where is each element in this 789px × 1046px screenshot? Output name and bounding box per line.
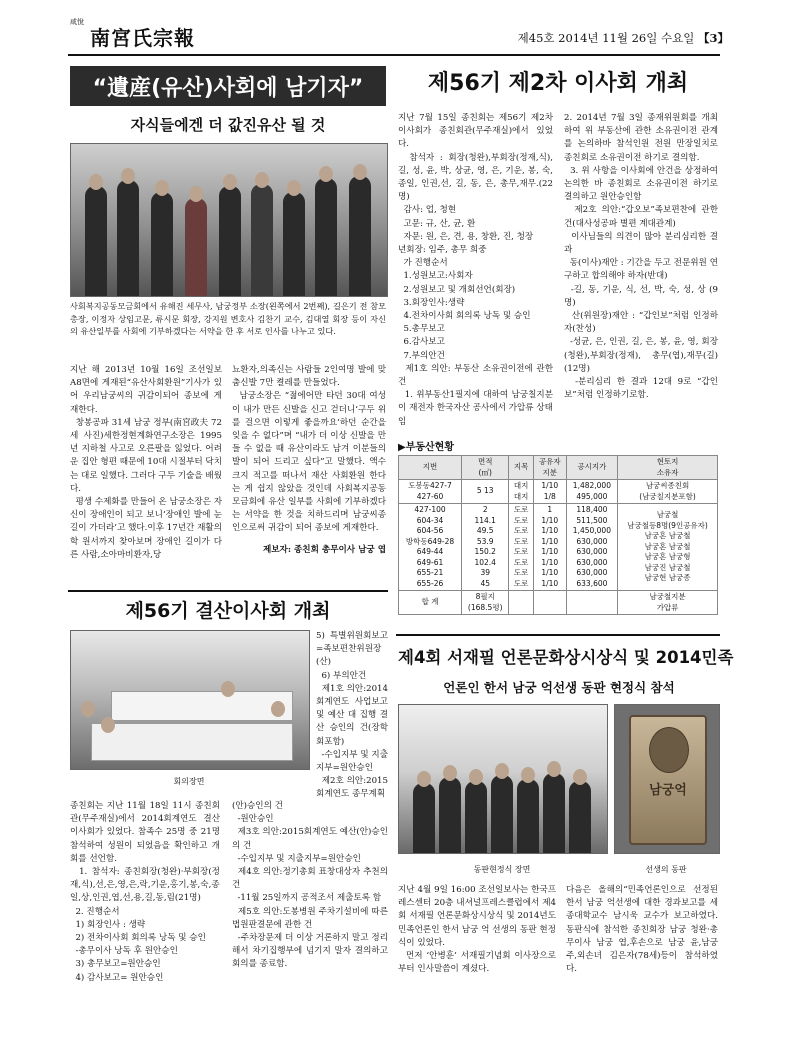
article1-photo-caption: 사회복지공동모금회에서 유해진 세무사, 남궁정부 소장(왼쪽에서 2번째), 길은기 전 참모총장, 이정자 상임고문, 류시문 회장, 강지원 변호사 김찬기 교수, 김대열 회장 등이 자신의 유산일부를 사회에 기부하겠다는 서약을 한 후 서로 인사를 나누고 있다. (70, 301, 386, 336)
issue-date: 제45호 2014년 11월 26일 수요일 (517, 31, 695, 45)
table-cell: 남궁철 남궁철등8명(9인공유자) 남궁혼 남궁철 남궁혼 남궁철 남궁혼 남궁형 남궁진 남궁철 남궁현 남궁종 (618, 504, 718, 591)
table-row (399, 480, 718, 504)
table-cell (566, 591, 617, 615)
table-cell: 5 13 (462, 480, 509, 504)
article3-side: 5) 특별위원회보고=족보편찬위원장(산) 6) 부의안건 제1호 의안:2014회계연도 사업보고 및 예산 대 집행 결산 승인의 건(장학회포함) -수입지부 및 지출지부=원안승인 제2호 의안:2015회계연도 종무계획 (316, 631, 389, 800)
table-cell: 남궁철지분 가압류 (618, 591, 718, 615)
article3-title: 제56기 결산이사회 개최 (125, 600, 331, 622)
article3-col1: 종친회는 지난 11월 18일 11시 종친회관(무주재실)에서 2014회계연도 결산이사회가 있었다. 참족수 25명 중 21명 참석하여 성원이 되었음을 확인하고 개회를 선언함. 1. 참석자: 종친회장(청완)·부회장(정재,식),선,은,영,은,락,기운,홍기,봉,숙,종일,상,인권,엽,선,용,길,동,림(21명) 2. 진행순서 1) 회장인사 : 생략 2) 전차이사회 회의록 낭독 및 승인 -총무이사 낭독 후 원안승인 3) 총무보고=원안승인 4) 감사보고= 원안승인 (70, 801, 220, 983)
masthead-logo: 南宮氏宗報 (90, 26, 195, 50)
col-header: 공유자 지분 (533, 456, 566, 480)
masthead-sub: 咸悅 (70, 18, 84, 26)
col-header: 현토지 소유자 (618, 456, 718, 480)
table-cell (533, 591, 566, 615)
masthead-rule (68, 54, 720, 56)
article1-banner: “遺産(유산)사회에 남기자” (70, 66, 386, 106)
table-cell: 도봉동427-7 427-60 (399, 480, 462, 504)
article3-photo (70, 630, 310, 770)
article2-col1: 지난 7월 15일 종친회는 제56기 제2차 이사회가 종친회관(무주재실)에서 있었다. 참석자 : 회장(청완),부회장(정재,식), 길, 성, 윤, 박, 상균, 영, 은, 기운, 봉, 숙, 종일, 인권,선, 길, 동, 은, 총무,재무.(22명) 감사: 업, 청현 고문: 규, 산, 균, 환 자문: 원, 은, 견, 용, 창환, 진, 청장 년회장: 임주, 총무 희중 가 진행순서 1.성원보고:사회자 2.성원보고 및 개회선언(회장) 3.회장인사:생략 4.전차이사회 회의록 낭독 및 승인 5.총무보고 6.감사보고 7.부의안건 제1호 의안: 부동산 소유권이전에 관한 건 1. 위부동산1필지에 대하여 남궁칠지분이 재전자 한국자산 공사에서 가압류 상태임 (398, 113, 554, 427)
article2-title: 제56기 제2차 이사회 개최 (427, 71, 689, 96)
land-table (398, 455, 718, 615)
table-total-row (399, 591, 718, 615)
table-cell (509, 591, 534, 615)
article1-photo (70, 143, 388, 297)
article2-col2: 2. 2014년 7월 3일 종재위원회를 개최하여 위 부동산에 관한 소유권이전 관계를 논의하바 참석인원 전원 만장일치로 종친회로 소유권이전 하기로 결의함. 3. 위 사항을 이사회에 안건을 상정하여 논의한 바 종친회로 소유권이전 하기로 결의하고 원안승인함 제2호 의안:“갑오보”족보편찬에 관한 건(대사성공파 별편 계대관계) 이사님들의 의견이 많아 분리심리한 결과 동(이사)재안 : 기간을 두고 전문위원 연구하고 합의해야 하자(반대) -길, 동, 기운, 식, 선, 박, 숙, 성, 상 (9명) 산(위원장)재안 : “갑인보”처럼 인정하자(찬성) -성균, 은, 인권, 길, 은, 봉, 윤, 영, 회장(청완),부회장(정재), 총무(엽),재무(길) (12명) -분리심리 한 결과 12대 9로 “갑인보”처럼 인정하기로함. (564, 113, 719, 401)
article4-photo-ceremony (398, 704, 608, 854)
plaque-portrait (649, 727, 689, 773)
table-cell: 1 1/10 1/10 1/10 1/10 1/10 1/10 1/10 (533, 504, 566, 591)
section-divider (68, 590, 388, 592)
table-header-row (399, 456, 718, 480)
article4-photo-plaque (614, 704, 720, 854)
issue-info (518, 30, 729, 46)
article3-col2: (안)승인의 건 -원안승인 제3호 의안:2015회계연도 예산(안)승인의 건 -수입지부 및 지출지부=원안승인 제4호 의안:정기총회 표창대상자 추천의 건 -11월 25일까지 공적조서 제출토록 함 제5호 의안:도봉병원 주차기설비에 따른 법원판결문에 관한 건 -주차장문제 더 이상 거론하지 말고 정리해서 차기집행부에 넘기지 말자 결의하고 회의를 종료함. (232, 801, 389, 970)
table-cell: 남궁씨종친회 (남궁칠지분포함) (618, 480, 718, 504)
table-cell: 합 계 (399, 591, 462, 615)
article3-photo-caption: 회의장면 (173, 777, 205, 786)
col-header: 공시지가 (566, 456, 617, 480)
table-cell: 1,482,000 495,000 (566, 480, 617, 504)
col-header: 지번 (399, 456, 462, 480)
table-cell: 도로 도로 도로 도로 도로 도로 도로 도로 (509, 504, 534, 591)
article1-subtitle: 자식들에겐 더 값진유산 될 것 (130, 116, 326, 134)
table-cell: 1/10 1/8 (533, 480, 566, 504)
col-header: 지목 (509, 456, 534, 480)
land-table-title: ▶부동산현황 (398, 442, 454, 453)
table-cell: 118,400 511,500 1,450,000 630,000 630,000 630,000 630,000 633,600 (566, 504, 617, 591)
section-divider (396, 634, 720, 636)
article4-photo1-caption: 동판현정식 장면 (473, 865, 531, 874)
col-header: 면적 (㎡) (462, 456, 509, 480)
article4-photo2-caption: 선생의 동판 (645, 865, 687, 874)
page-number: 【3】 (697, 31, 729, 45)
plaque (629, 715, 707, 845)
article1-col2: 뇨환자,의족신는 사람들 2인여명 발에 맞춤신발 7만 켤레를 만들었다. 남궁소장은 “젊에어만 타던 30대 여성이 내가 만든 신발을 신고 걷더니‘구두 위를 걸으면 이렇게 좋을까요’하던 순간을 잊을 수 없다”며 “내가 더 이상 신발을 만들 수 없을 때 유산이라도 남겨 이분들의 발이 되어 드리고 싶다”고 말했다. 액수 크지 적고를 떠나서 재산 사회환원 한다는 게 쉽지 않았을 것인데 사회복지공동모금회에 유산 일부를 사회에 기부하겠다는 서약을 한 것을 치하드리며 남궁씨종인으로써 귀감이 되어 종보에 게재한다. (232, 365, 386, 534)
table-cell: 대지 대지 (509, 480, 534, 504)
plaque-text: 남궁억 (649, 783, 687, 798)
table-cell: 427-100 604-34 604-56 방학동649-28 649-44 649-61 655-21 655-26 (399, 504, 462, 591)
article4-subtitle: 언론인 한서 남궁 억선생 동판 현정식 참석 (443, 680, 675, 695)
table-row (399, 504, 718, 591)
article4-col1: 지난 4월 9일 16:00 조선일보사는 한국프레스센터 20층 내셔널프레스클럽에서 제4회 서재필 언론문화상시상식 및 2014년도 민족언론인 한서 남궁 억 선생의 동판 현정식이 있었다. 먼저 ‘안병훈’ 서재필기념회 이사장으로부터 인사말씀이 계셨다. (398, 885, 557, 975)
article1-col1: 지난 해 2013년 10월 16일 조선일보 A8면에 게재된“유산사회환원”기사가 있어 우리남궁씨의 귀감이되어 종보에 게재한다. 창봉공파 31세 남궁 정부(南宮政夫 72세 사진)세한정현계화연구소장은 1995년 지하철 사고로 오른팔을 잃었다. 어려운 집안 형편 때문에 10대 시절부터 닥치는 대로 일했다. 그러다 구두 기술을 배웠다. 평생 수제화를 만들어 온 남궁소장은 자신이 장애인이 되고 보니‘장애인 발에 눈길이 가더라’고 했다.이후 17년간 재활의학 원서까지 찾아보며 장애인 길이가 다른 사람,소아마비환자,당 (70, 365, 223, 560)
article4-title: 제4회 서재필 언론문화상시상식 및 2014민족 (398, 648, 734, 667)
table-cell: 8필지 (168.5평) (462, 591, 509, 615)
article4-col2: 다음은 올해의“민족언론인으로 선정된 한서 남궁 억선생에 대한 경과보고를 세종대학교수 남시욱 교수가 보고하였다. 동판식에 참석한 종친회장 남궁 청완·총무이사 남궁 엽,후손으로 남궁 윤,남궁 주,외손녀 김은자(78세)등이 참석하였다. (566, 885, 721, 975)
article1-reporter: 제보자: 종친회 총무이사 남궁 엽 (262, 545, 386, 555)
table-cell: 2 114.1 49.5 53.9 150.2 102.4 39 45 (462, 504, 509, 591)
